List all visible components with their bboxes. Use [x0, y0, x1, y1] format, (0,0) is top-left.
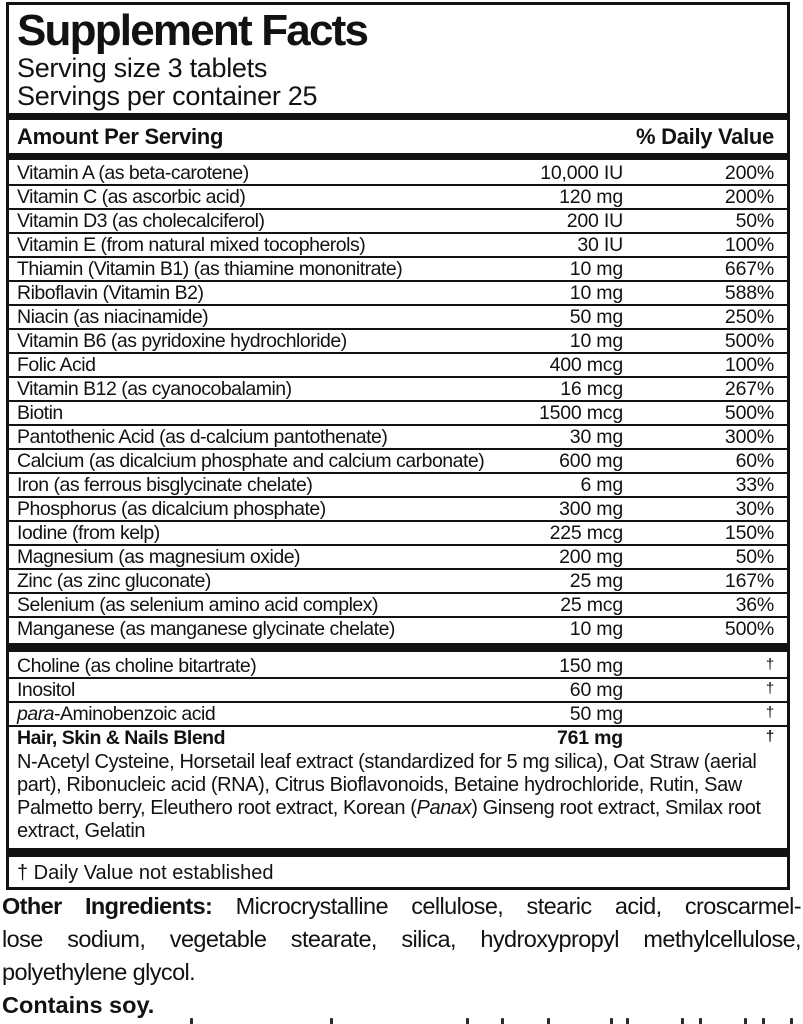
nutrient-name — [17, 211, 513, 231]
nutrient-daily-value: 36% — [735, 594, 774, 616]
blend-description-italic: Panax — [416, 797, 472, 819]
table-row — [9, 522, 787, 546]
table-row — [9, 186, 787, 210]
nutrient-name — [17, 307, 513, 327]
blend-description-text: N-Acetyl Cysteine, Horsetail leaf extract (standardized for 5 mg silica), Oat Straw (aerial part), Ribonucleic acid (RNA), Citrus Bioflavonoids, Betaine hydrochloride, Rutin, Saw Palmetto berry, Eleuthero root extract, Korean ( — [17, 751, 757, 819]
nutrient-name-text: Thiamin (Vitamin B1) (as thiamine mononitrate) — [17, 258, 403, 280]
nutrient-amount: 200 mg — [559, 546, 623, 568]
nutrient-amount: 400 mcg — [549, 354, 623, 376]
nutrient-name-text: Vitamin B12 (as cyanocobalamin) — [17, 378, 292, 400]
nutrient-daily-value: 667% — [724, 258, 774, 280]
nutrient-name-text: Selenium (as selenium amino acid complex) — [17, 594, 378, 616]
text-remnant-mark — [466, 1018, 469, 1024]
nutrient-rows — [9, 162, 787, 640]
nutrient-name — [17, 619, 513, 639]
nutrient-name-text: Hair, Skin & Nails Blend — [17, 727, 225, 749]
text-remnant-mark — [626, 1018, 629, 1024]
table-row — [9, 570, 787, 594]
amount-per-serving-header: Amount Per Serving — [17, 124, 224, 149]
table-row — [9, 210, 787, 234]
nutrient-amount: 225 mcg — [549, 522, 623, 544]
nutrient-name-text: Biotin — [17, 402, 63, 424]
nutrient-name — [17, 656, 513, 676]
nutrient-daily-value: 500% — [724, 402, 774, 424]
nutrient-name-text: Vitamin C (as ascorbic acid) — [17, 186, 246, 208]
nutrient-name — [17, 704, 513, 724]
nutrient-amount: 6 mg — [580, 474, 623, 496]
nutrient-name-text: Vitamin B6 (as pyridoxine hydrochloride) — [17, 330, 347, 352]
nutrient-name-text: Inositol — [17, 679, 75, 701]
nutrient-amount: 16 mcg — [560, 378, 623, 400]
text-remnant-mark — [790, 1018, 793, 1024]
nutrient-daily-value: 100% — [724, 354, 774, 376]
blend-description — [9, 749, 787, 845]
nutrient-name — [17, 187, 513, 207]
nutrient-name-text: Manganese (as manganese glycinate chelate) — [17, 618, 395, 640]
table-row — [9, 703, 787, 727]
nutrient-name — [17, 403, 513, 423]
nutrient-amount: 25 mg — [569, 570, 623, 592]
allergen-statement: Contains soy. — [2, 992, 155, 1018]
nutrient-name-text: -Aminobenzoic acid — [54, 703, 216, 725]
nutrient-name — [17, 235, 513, 255]
nutrient-daily-value: † — [765, 728, 774, 745]
nutrient-name-text: Vitamin D3 (as cholecalciferol) — [17, 210, 265, 232]
additional-info — [2, 890, 801, 1022]
nutrient-name-text: Phosphorus (as dicalcium phosphate) — [17, 498, 326, 520]
nutrient-name-text: Iodine (from kelp) — [17, 522, 160, 544]
daily-value-footnote: † Daily Value not established — [17, 862, 274, 884]
nutrient-name — [17, 571, 513, 591]
nutrient-name-text: Iron (as ferrous bisglycinate chelate) — [17, 474, 313, 496]
nutrient-amount: 50 mg — [569, 306, 623, 328]
nutrient-daily-value: 250% — [724, 306, 774, 328]
other-ingredients-heading: Other Ingredients: — [2, 893, 213, 919]
nutrient-name — [17, 331, 513, 351]
text-remnant-mark — [610, 1018, 613, 1024]
panel-title: Supplement Facts — [17, 6, 368, 55]
text-remnant-mark — [190, 1018, 193, 1024]
nutrient-name — [17, 427, 513, 447]
table-row — [9, 282, 787, 306]
table-row — [9, 426, 787, 450]
table-row — [9, 378, 787, 402]
nutrient-amount: 60 mg — [569, 679, 623, 701]
nutrient-amount: 10,000 IU — [540, 162, 623, 184]
other-ingredients-text-1: Microcrystalline cellulose, stearic acid, croscarmel- — [212, 893, 801, 919]
nutrient-name — [17, 595, 513, 615]
table-row — [9, 162, 787, 186]
nutrient-daily-value: 588% — [724, 282, 774, 304]
nutrient-name — [17, 728, 513, 748]
divider-bar-thick — [9, 848, 787, 857]
nutrient-amount: 10 mg — [569, 330, 623, 352]
text-remnant-mark — [681, 1018, 684, 1024]
nutrient-name — [17, 283, 513, 303]
table-row — [9, 450, 787, 474]
table-row — [9, 258, 787, 282]
text-remnant-mark — [699, 1018, 702, 1024]
daily-value-header: % Daily Value — [636, 124, 774, 149]
nutrient-daily-value: 267% — [724, 378, 774, 400]
nutrient-amount: 150 mg — [559, 655, 623, 677]
nutrient-name-text: Zinc (as zinc gluconate) — [17, 570, 211, 592]
other-ingredients-line-2: lose sodium, vegetable stearate, silica, hydroxypropyl methylcellulose, — [2, 926, 801, 952]
table-row — [9, 330, 787, 354]
nutrient-name-text: Choline (as choline bitartrate) — [17, 655, 257, 677]
table-row — [9, 498, 787, 522]
table-row — [9, 474, 787, 498]
nutrient-daily-value: 167% — [724, 570, 774, 592]
cut-off-text-remnant — [0, 1016, 803, 1024]
nutrient-daily-value: † — [765, 704, 774, 721]
nutrient-daily-value: † — [765, 656, 774, 673]
nutrient-daily-value: † — [765, 680, 774, 697]
blend-description-text-end: ) Ginseng root extract, Smilax root extract, Gelatin — [17, 797, 761, 842]
other-ingredients-line-1 — [2, 890, 801, 923]
nutrient-name-text: Folic Acid — [17, 354, 96, 376]
serving-size: Serving size 3 tablets — [17, 53, 268, 83]
nutrient-amount: 10 mg — [569, 618, 623, 640]
other-nutrient-rows — [9, 655, 787, 749]
nutrient-amount: 25 mcg — [560, 594, 623, 616]
nutrient-name — [17, 163, 513, 183]
divider-bar-thick — [9, 643, 787, 652]
nutrient-daily-value: 30% — [735, 498, 774, 520]
nutrient-daily-value: 50% — [735, 210, 774, 232]
divider-bar — [9, 153, 787, 160]
nutrient-name — [17, 355, 513, 375]
text-remnant-mark — [762, 1018, 765, 1024]
text-remnant-mark — [744, 1018, 747, 1024]
nutrient-daily-value: 100% — [724, 234, 774, 256]
nutrient-name-text: Magnesium (as magnesium oxide) — [17, 546, 301, 568]
text-remnant-mark — [330, 1018, 333, 1024]
nutrient-name — [17, 523, 513, 543]
nutrient-daily-value: 300% — [724, 426, 774, 448]
nutrient-name — [17, 680, 513, 700]
nutrient-name-text: Vitamin E (from natural mixed tocopherols) — [17, 234, 366, 256]
nutrient-daily-value: 60% — [735, 450, 774, 472]
table-row — [9, 594, 787, 618]
nutrient-name-text: Vitamin A (as beta-carotene) — [17, 162, 249, 184]
nutrient-name — [17, 547, 513, 567]
table-row — [9, 655, 787, 679]
supplement-facts-panel — [6, 2, 790, 890]
nutrient-name-text: Niacin (as niacinamide) — [17, 306, 209, 328]
nutrient-amount: 120 mg — [559, 186, 623, 208]
nutrient-name-text: Pantothenic Acid (as d-calcium pantothenate) — [17, 426, 388, 448]
nutrient-name-text: Calcium (as dicalcium phosphate and calcium carbonate) — [17, 450, 485, 472]
divider-bar — [9, 113, 787, 120]
nutrient-name — [17, 499, 513, 519]
nutrient-name-text: Riboflavin (Vitamin B2) — [17, 282, 204, 304]
text-remnant-mark — [547, 1018, 550, 1024]
table-row — [9, 354, 787, 378]
table-row — [9, 234, 787, 258]
nutrient-name-italic-prefix: para — [17, 703, 55, 725]
nutrient-daily-value: 200% — [724, 162, 774, 184]
nutrient-amount: 10 mg — [569, 258, 623, 280]
nutrient-amount: 30 mg — [569, 426, 623, 448]
other-ingredients-line-3: polyethylene glycol. — [2, 959, 196, 985]
nutrient-daily-value: 50% — [735, 546, 774, 568]
nutrient-daily-value: 500% — [724, 330, 774, 352]
column-header-row — [9, 122, 787, 150]
nutrient-daily-value: 500% — [724, 618, 774, 640]
nutrient-name — [17, 259, 513, 279]
nutrient-name — [17, 475, 513, 495]
servings-per-container: Servings per container 25 — [17, 81, 318, 111]
nutrient-amount: 1500 mcg — [538, 402, 623, 424]
nutrient-amount: 300 mg — [559, 498, 623, 520]
nutrient-name — [17, 451, 513, 471]
table-row — [9, 727, 787, 749]
nutrient-daily-value: 33% — [735, 474, 774, 496]
table-row — [9, 679, 787, 703]
table-row — [9, 546, 787, 570]
table-row — [9, 618, 787, 640]
nutrient-amount: 600 mg — [559, 450, 623, 472]
nutrient-name — [17, 379, 513, 399]
nutrient-amount: 200 IU — [566, 210, 623, 232]
table-row — [9, 306, 787, 330]
nutrient-daily-value: 200% — [724, 186, 774, 208]
nutrient-amount: 50 mg — [569, 703, 623, 725]
nutrient-amount: 30 IU — [577, 234, 623, 256]
nutrient-daily-value: 150% — [724, 522, 774, 544]
table-row — [9, 402, 787, 426]
nutrient-amount: 10 mg — [569, 282, 623, 304]
nutrient-amount: 761 mg — [556, 727, 623, 749]
text-remnant-mark — [501, 1018, 504, 1024]
